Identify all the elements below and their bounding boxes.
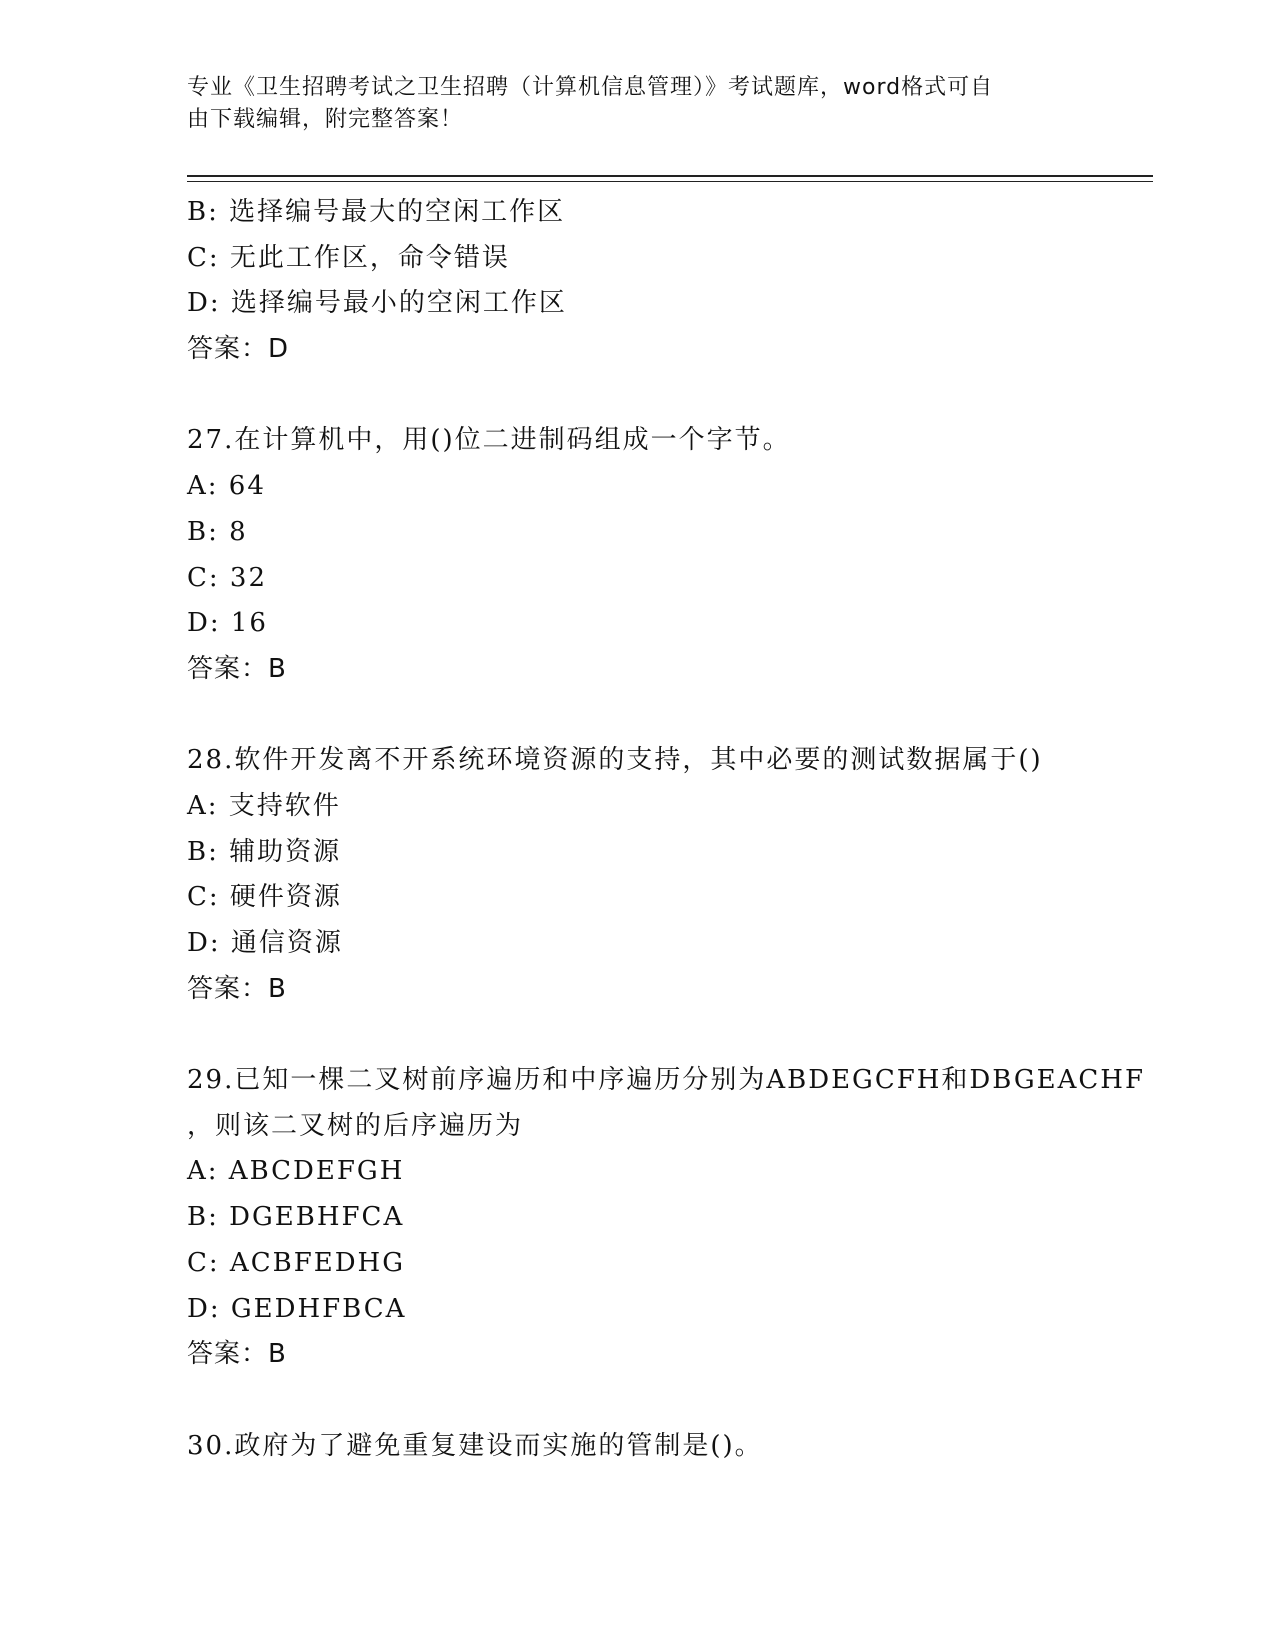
question-26-continued: [187, 190, 1087, 373]
header-rule-thick: [187, 175, 1153, 177]
option-c: C: 硬件资源: [187, 882, 342, 913]
option-c: C: ACBFEDHG: [187, 1247, 406, 1278]
answer: 答案：D: [187, 334, 290, 365]
question-27: [187, 418, 1087, 692]
question-stem: 27.在计算机中，用()位二进制码组成一个字节。: [187, 425, 791, 456]
option-a: A: ABCDEFGH: [187, 1156, 405, 1187]
question-29: [187, 1058, 1146, 1378]
option-d: D: 16: [187, 608, 268, 639]
answer: 答案：B: [187, 973, 287, 1004]
question-stem-line-1: 29.已知一棵二叉树前序遍历和中序遍历分别为ABDEGCFH和DBGEACHF: [187, 1065, 1146, 1096]
option-d: D: GEDHFBCA: [187, 1293, 407, 1324]
answer: 答案：B: [187, 1339, 287, 1370]
question-stem: 28.软件开发离不开系统环境资源的支持，其中必要的测试数据属于(): [187, 745, 1043, 776]
header-line-1: 专业《卫生招聘考试之卫生招聘（计算机信息管理）》考试题库，word格式可自: [187, 75, 994, 100]
question-28: [187, 738, 1087, 1012]
question-stem-line-2: ，则该二叉树的后序遍历为: [187, 1110, 524, 1141]
option-d: D: 通信资源: [187, 928, 343, 958]
header-line-2: 由下载编辑，附完整答案！: [187, 107, 464, 132]
option-b: B: 选择编号最大的空闲工作区: [187, 197, 566, 227]
question-list: [187, 190, 1146, 1469]
question-30: [187, 1424, 1087, 1470]
document-header: [187, 72, 1067, 136]
header-rule-thin: [187, 181, 1153, 182]
option-b: B: 辅助资源: [187, 836, 342, 867]
option-b: B: DGEBHFCA: [187, 1202, 405, 1233]
option-a: A: 64: [187, 471, 266, 502]
answer: 答案：B: [187, 653, 287, 684]
option-a: A: 支持软件: [187, 790, 341, 821]
option-b: B: 8: [187, 516, 248, 547]
option-c: C: 无此工作区，命令错误: [187, 242, 510, 273]
option-c: C: 32: [187, 562, 268, 593]
option-d: D: 选择编号最小的空闲工作区: [187, 288, 567, 319]
question-stem: 30.政府为了避免重复建设而实施的管制是()。: [187, 1430, 763, 1461]
